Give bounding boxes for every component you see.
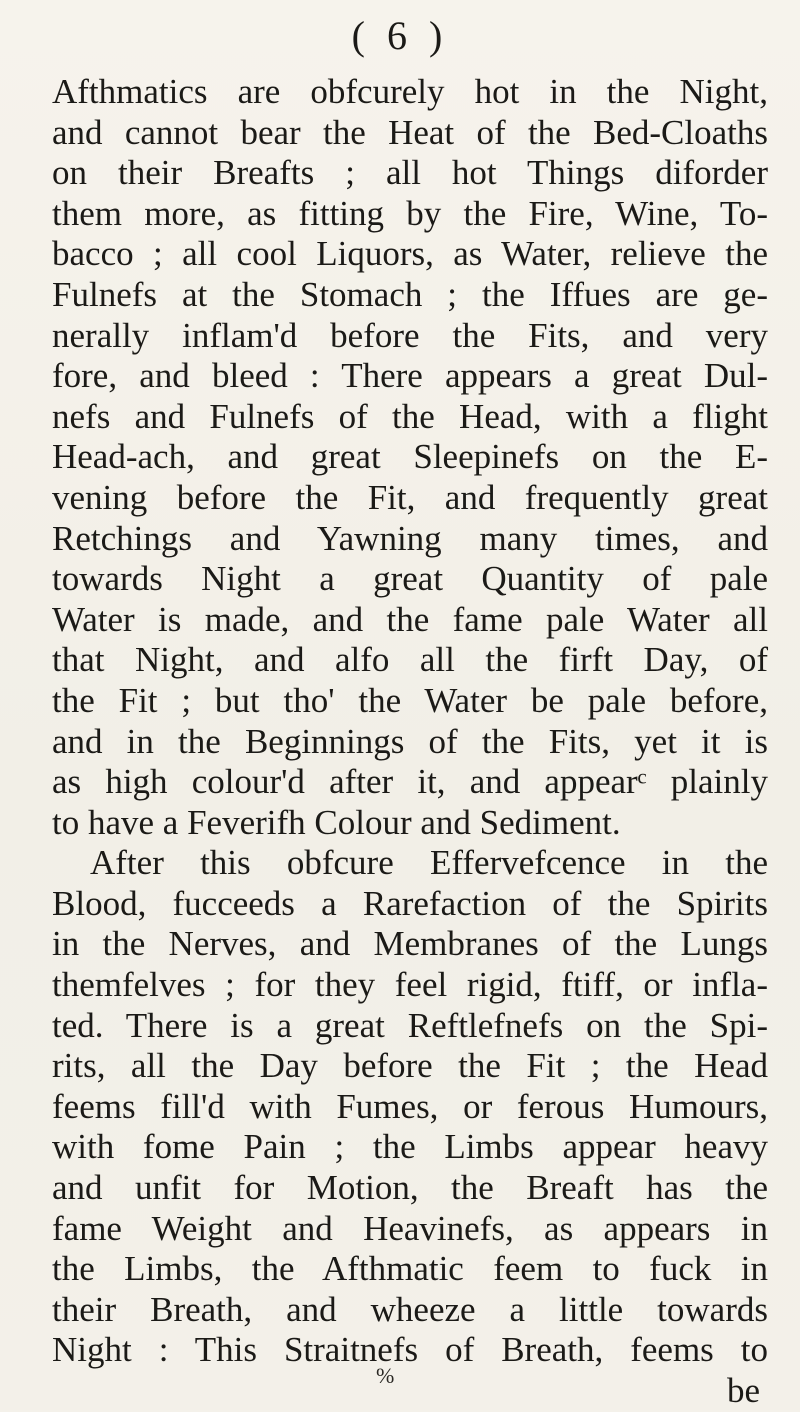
text-line: and unfit for Motion, the Breaft has the	[52, 1168, 768, 1208]
signature-mark: %	[376, 1363, 395, 1388]
text-line: in the Nerves, and Membranes of the Lungs	[52, 924, 768, 964]
text-line: ted. There is a great Reftlefnefs on the Spi-	[52, 1005, 768, 1045]
text-line: nefs and Fulnefs of the Head, with a flight	[52, 396, 768, 436]
text-line: that Night, and alfo all the firft Day, of	[52, 640, 768, 680]
text-line: bacco ; all cool Liquors, as Water, relieve the	[52, 234, 768, 274]
text-line: and in the Beginnings of the Fits, yet it is	[52, 721, 768, 761]
text-line: rits, all the Day before the Fit ; the Head	[52, 1046, 768, 1086]
text-line: Retchings and Yawning many times, and	[52, 518, 768, 558]
catchword: be	[726, 1371, 760, 1410]
text-line: feems fill'd with Fumes, or ferous Humours,	[52, 1086, 768, 1126]
text-line: the Fit ; but tho' the Water be pale before,	[52, 680, 768, 720]
text-line: After this obfcure Effervefcence in the	[90, 843, 768, 883]
text-line: their Breath, and wheeze a little towards	[52, 1289, 768, 1329]
text-line: nerally inflam'd before the Fits, and very	[52, 315, 768, 355]
text-line: Night : This Straitnefs of Breath, feems to	[52, 1330, 768, 1370]
page-number: ( 6 )	[351, 13, 449, 58]
text-line: with fome Pain ; the Limbs appear heavy	[52, 1127, 768, 1167]
text-line: Fulnefs at the Stomach ; the Iffues are ge-	[52, 274, 768, 314]
text-line: fore, and bleed : There appears a great Dul-	[52, 356, 768, 396]
text-line: Blood, fucceeds a Rarefaction of the Spirits	[52, 883, 768, 923]
text-line: vening before the Fit, and frequently great	[52, 477, 768, 517]
text-line: and cannot bear the Heat of the Bed-Cloaths	[52, 112, 768, 152]
text-line: the Limbs, the Afthmatic feem to fuck in	[52, 1249, 768, 1289]
text-line: Head-ach, and great Sleepinefs on the E-	[52, 437, 768, 477]
text-line: to have a Feverifh Colour and Sediment.	[52, 802, 621, 842]
body-text	[52, 72, 768, 1412]
text-line: fame Weight and Heavinefs, as appears in	[52, 1208, 768, 1248]
text-line: themfelves ; for they feel rigid, ftiff, or infla-	[52, 965, 768, 1005]
text-line: as high colour'd after it, and appearᶜ plainly	[52, 762, 768, 802]
text-line: Water is made, and the fame pale Water all	[52, 599, 768, 639]
text-line: towards Night a great Quantity of pale	[52, 559, 768, 599]
text-line: Afthmatics are obfcurely hot in the Night,	[52, 72, 768, 111]
text-line: them more, as fitting by the Fire, Wine, To-	[52, 193, 768, 233]
text-line: on their Breafts ; all hot Things diforder	[52, 153, 768, 193]
